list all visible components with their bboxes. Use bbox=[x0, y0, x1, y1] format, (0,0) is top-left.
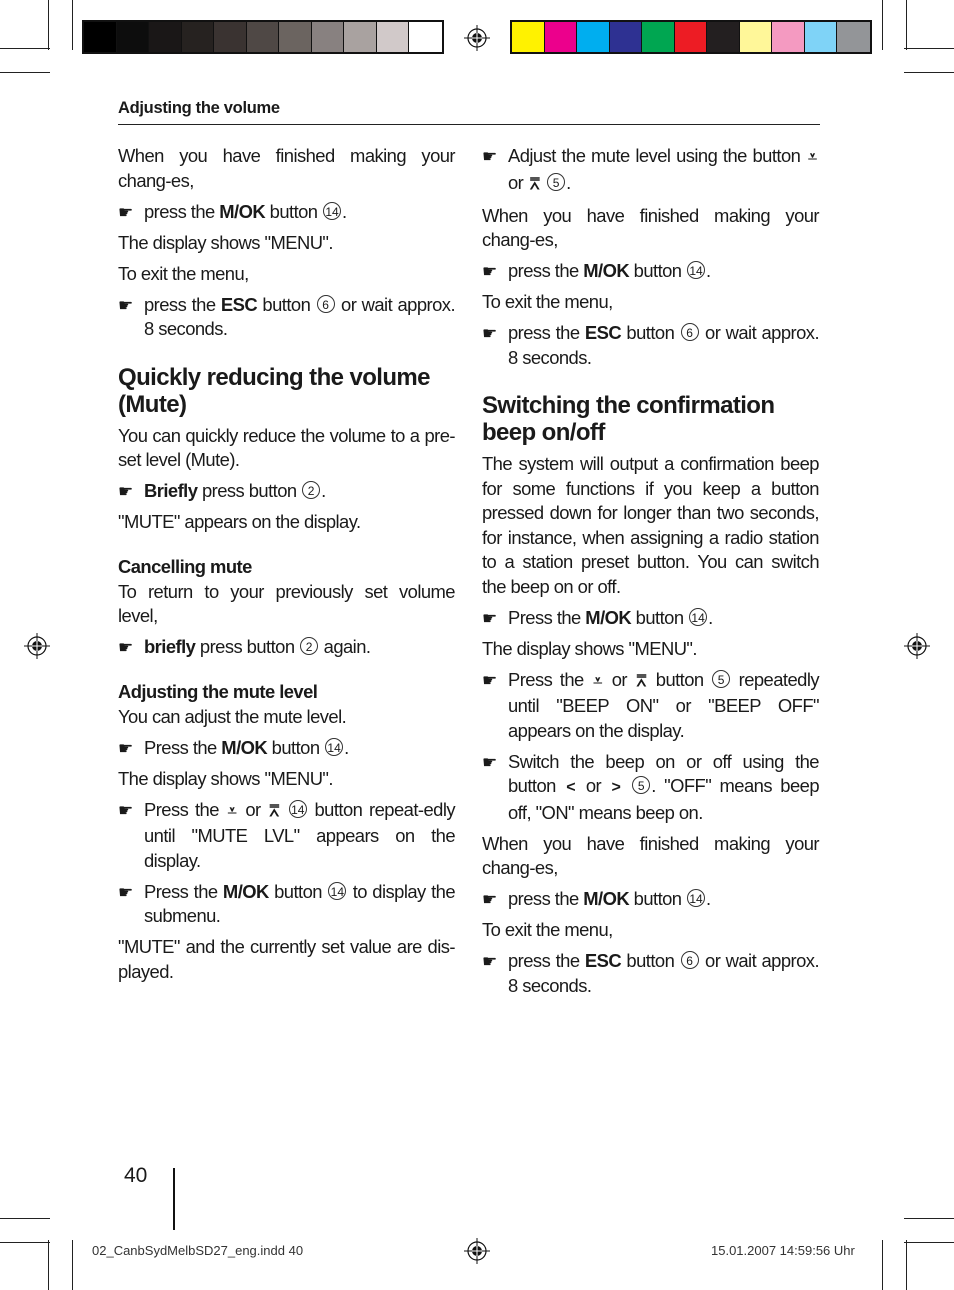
color-swatch bbox=[675, 22, 708, 52]
section-heading-beep: Switching the confirmation beep on/off bbox=[482, 392, 775, 446]
color-swatch bbox=[577, 22, 610, 52]
right-column bbox=[482, 144, 819, 1005]
paragraph: When you have finished making your chang-es, bbox=[482, 832, 819, 878]
grayscale-color-bar bbox=[82, 20, 444, 54]
instruction-step: ☛ briefly press button 2 again. bbox=[118, 635, 455, 660]
button-number-badge: 6 bbox=[317, 295, 335, 313]
subheading-cancel-mute: Cancelling mute bbox=[118, 555, 252, 577]
button-number-badge: 6 bbox=[681, 323, 699, 341]
hand-pointer-icon: ☛ bbox=[482, 324, 498, 343]
left-arrow-icon: < bbox=[566, 779, 576, 796]
instruction-step: ☛ Press the ⩡ or ⩞ button 5 repeatedly until "BEEP ON" or "BEEP OFF" appears on the display. bbox=[482, 668, 820, 741]
color-swatch bbox=[377, 22, 410, 52]
paragraph: You can quickly reduce the volume to a pre-set level (Mute). bbox=[118, 424, 455, 470]
paragraph: You can adjust the mute level. bbox=[118, 705, 347, 727]
instruction-step: ☛ Press the ⩡ or ⩞ 14 button repeat-edly until "MUTE LVL" appears on the display. bbox=[118, 798, 455, 871]
print-timestamp: 15.01.2007 14:59:56 Uhr bbox=[711, 1243, 855, 1258]
paragraph: "MUTE" appears on the display. bbox=[118, 511, 361, 532]
instruction-step: ☛ Press the M/OK button 14 . bbox=[118, 736, 455, 761]
paragraph: To exit the menu, bbox=[482, 919, 613, 940]
hand-pointer-icon: ☛ bbox=[118, 738, 134, 758]
hand-pointer-icon: ☛ bbox=[482, 890, 498, 909]
color-swatch bbox=[214, 22, 247, 52]
color-swatch bbox=[117, 22, 150, 52]
hand-pointer-icon: ☛ bbox=[482, 147, 498, 166]
instruction-step: ☛ press the M/OK button 14 . bbox=[482, 259, 819, 284]
registration-mark-icon bbox=[904, 633, 930, 659]
color-swatch bbox=[642, 22, 675, 52]
volume-up-icon: ⩞ bbox=[636, 672, 647, 690]
paragraph: To return to your previously set volume level, bbox=[118, 580, 455, 626]
color-swatch bbox=[84, 22, 117, 52]
paragraph: The display shows "MENU". bbox=[118, 231, 333, 253]
paragraph: To exit the menu, bbox=[482, 291, 613, 312]
volume-down-icon: ⩡ bbox=[227, 802, 237, 820]
color-swatch bbox=[837, 22, 870, 52]
button-number-badge: 14 bbox=[323, 202, 341, 220]
color-swatch bbox=[512, 22, 545, 52]
instruction-step: ☛ press the M/OK button 14 . bbox=[118, 200, 455, 225]
instruction-step: ☛ press the ESC button 6 or wait approx. 8 seconds. bbox=[118, 293, 455, 339]
page-number: 40 bbox=[124, 1164, 148, 1187]
process-color-bar bbox=[510, 20, 872, 54]
registration-mark-icon bbox=[464, 1238, 490, 1264]
button-number-badge: 14 bbox=[689, 608, 707, 626]
hand-pointer-icon: ☛ bbox=[482, 608, 498, 628]
color-swatch bbox=[772, 22, 805, 52]
hand-pointer-icon: ☛ bbox=[482, 262, 498, 281]
color-swatch bbox=[707, 22, 740, 52]
paragraph: The display shows "MENU". bbox=[482, 637, 697, 659]
color-swatch bbox=[344, 22, 377, 52]
instruction-step: ☛ press the ESC button 6 or wait approx. 8 seconds. bbox=[482, 322, 819, 368]
paragraph: The system will output a confirmation beep for some functions if you keep a button pressed down for longer than two seconds, for instance, when assigning a radio station to a station preset button. You can switch the beep on or off. bbox=[482, 453, 819, 597]
paragraph: The display shows "MENU". bbox=[118, 767, 333, 789]
color-swatch bbox=[149, 22, 182, 52]
color-swatch bbox=[312, 22, 345, 52]
hand-pointer-icon: ☛ bbox=[118, 882, 134, 902]
button-number-badge: 14 bbox=[289, 800, 307, 818]
button-number-badge: 5 bbox=[712, 670, 730, 688]
color-swatch bbox=[545, 22, 578, 52]
hand-pointer-icon: ☛ bbox=[482, 952, 498, 971]
hand-pointer-icon: ☛ bbox=[118, 202, 134, 222]
color-swatch bbox=[182, 22, 215, 52]
button-number-badge: 14 bbox=[687, 889, 705, 907]
volume-up-icon: ⩞ bbox=[269, 802, 280, 820]
paragraph: To exit the menu, bbox=[118, 262, 249, 284]
instruction-step: ☛ Press the M/OK button 14 . bbox=[482, 606, 819, 631]
paragraph: When you have finished making your chang-es, bbox=[482, 204, 819, 250]
button-number-badge: 5 bbox=[547, 173, 565, 191]
color-swatch bbox=[279, 22, 312, 52]
button-number-badge: 2 bbox=[302, 481, 320, 499]
section-heading-mute: Quickly reducing the volume (Mute) bbox=[118, 363, 430, 418]
section-header: Adjusting the volume bbox=[118, 99, 820, 125]
instruction-step: ☛ Briefly press button 2 . bbox=[118, 479, 455, 504]
button-number-badge: 14 bbox=[325, 738, 343, 756]
volume-down-icon: ⩡ bbox=[593, 672, 603, 690]
color-swatch bbox=[805, 22, 838, 52]
volume-down-icon: ⩡ bbox=[807, 149, 817, 166]
button-number-badge: 14 bbox=[328, 882, 346, 900]
color-swatch bbox=[610, 22, 643, 52]
instruction-step: ☛ press the ESC button 6 or wait approx. 8 seconds. bbox=[482, 950, 819, 996]
hand-pointer-icon: ☛ bbox=[118, 295, 134, 315]
hand-pointer-icon: ☛ bbox=[118, 800, 134, 820]
instruction-step: ☛ Switch the beep on or off using the button < or > 5 . "OFF" means beep off, "ON" means beep on. bbox=[482, 750, 820, 823]
color-swatch bbox=[740, 22, 773, 52]
registration-mark-icon bbox=[24, 633, 50, 659]
right-arrow-icon: > bbox=[611, 779, 621, 796]
hand-pointer-icon: ☛ bbox=[482, 670, 498, 690]
button-number-badge: 5 bbox=[632, 776, 650, 794]
instruction-step: ☛ Adjust the mute level using the button ⩡ or ⩞ 5 . bbox=[482, 144, 819, 197]
instruction-step: ☛ press the M/OK button 14 . bbox=[482, 887, 819, 912]
color-swatch bbox=[409, 22, 442, 52]
button-number-badge: 6 bbox=[681, 951, 699, 969]
page-number-rule bbox=[173, 1168, 175, 1230]
subheading-adjust-mute-level: Adjusting the mute level bbox=[118, 680, 318, 702]
registration-mark-icon bbox=[464, 25, 490, 51]
instruction-step: ☛ Press the M/OK button 14 to display the submenu. bbox=[118, 880, 455, 926]
button-number-badge: 2 bbox=[300, 637, 318, 655]
color-swatch bbox=[247, 22, 280, 52]
hand-pointer-icon: ☛ bbox=[482, 752, 498, 772]
file-slug: 02_CanbSydMelbSD27_eng.indd 40 bbox=[92, 1243, 304, 1258]
left-column bbox=[118, 144, 455, 991]
hand-pointer-icon: ☛ bbox=[118, 638, 134, 657]
paragraph: "MUTE" and the currently set value are dis-played. bbox=[118, 936, 455, 982]
paragraph: When you have finished making your chang-es, bbox=[118, 145, 455, 191]
volume-up-icon: ⩞ bbox=[529, 175, 540, 193]
hand-pointer-icon: ☛ bbox=[118, 482, 134, 501]
button-number-badge: 14 bbox=[687, 261, 705, 279]
